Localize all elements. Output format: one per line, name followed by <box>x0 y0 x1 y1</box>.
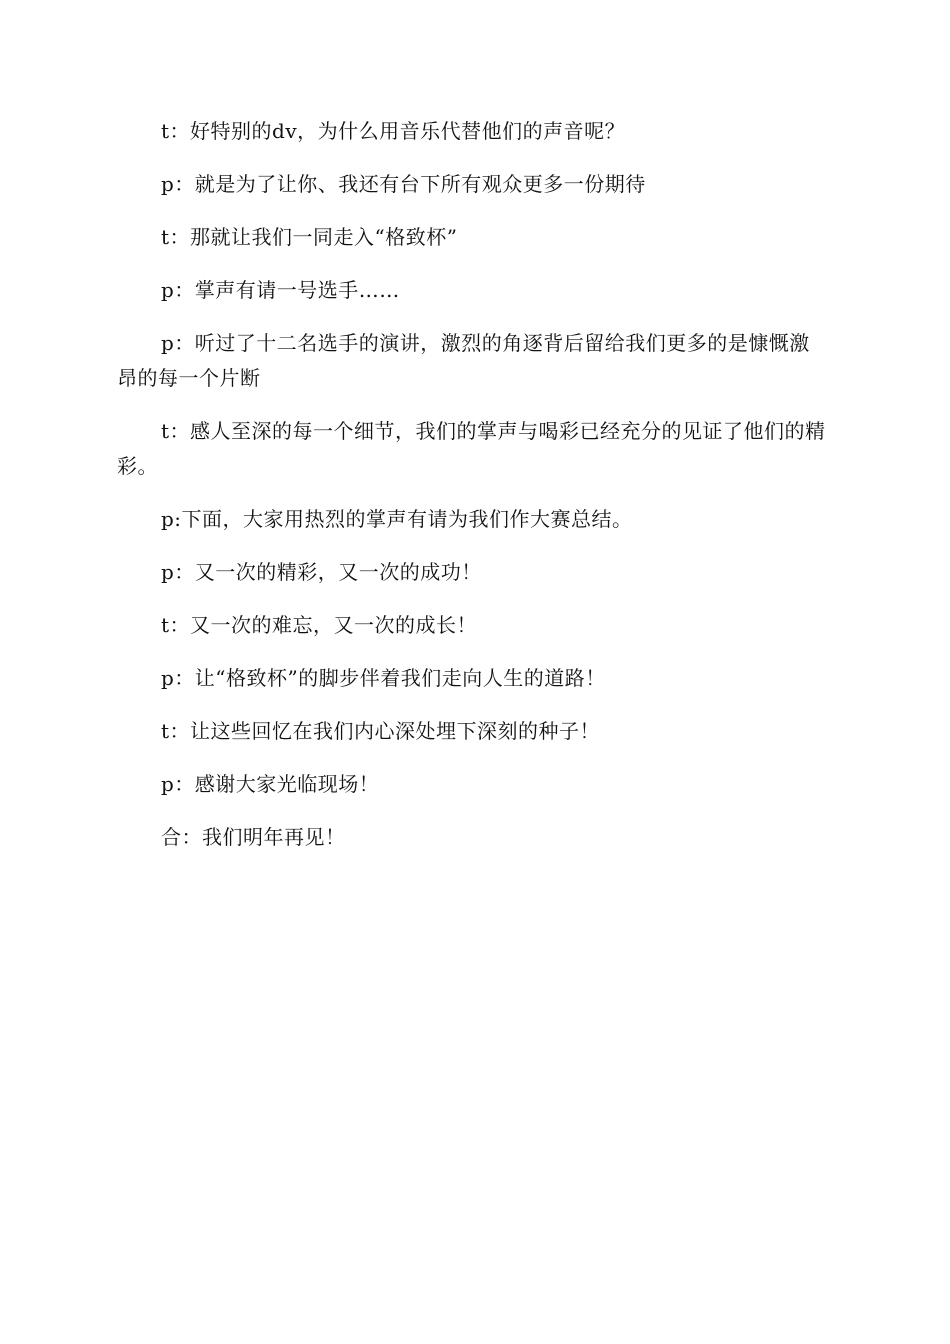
paragraph: t：让这些回忆在我们内心深处埋下深刻的种子！ <box>161 719 601 743</box>
paragraph: p:下面，大家用热烈的掌声有请为我们作大赛总结。 <box>161 507 633 531</box>
paragraph: t：又一次的难忘，又一次的成长！ <box>161 613 478 637</box>
paragraph: t：感人至深的每一个细节，我们的掌声与喝彩已经充分的见证了他们的精彩。 <box>117 419 826 478</box>
paragraph: p：又一次的精彩，又一次的成功！ <box>161 560 482 584</box>
document-content <box>117 114 827 873</box>
paragraph: p：感谢大家光临现场！ <box>161 772 380 796</box>
paragraph: t：那就让我们一同走入“格致杯” <box>161 225 458 249</box>
paragraph: p：就是为了让你、我还有台下所有观众更多一份期待 <box>161 172 646 196</box>
paragraph: p：让“格致杯”的脚步伴着我们走向人生的道路！ <box>161 666 606 690</box>
paragraph: t：好特别的dv，为什么用音乐代替他们的声音呢？ <box>161 119 626 143</box>
paragraph: 合：我们明年再见！ <box>161 825 346 849</box>
paragraph: p：掌声有请一号选手…… <box>161 278 400 302</box>
paragraph: p：听过了十二名选手的演讲，激烈的角逐背后留给我们更多的是慷慨激昂的每一个片断 <box>117 331 810 390</box>
